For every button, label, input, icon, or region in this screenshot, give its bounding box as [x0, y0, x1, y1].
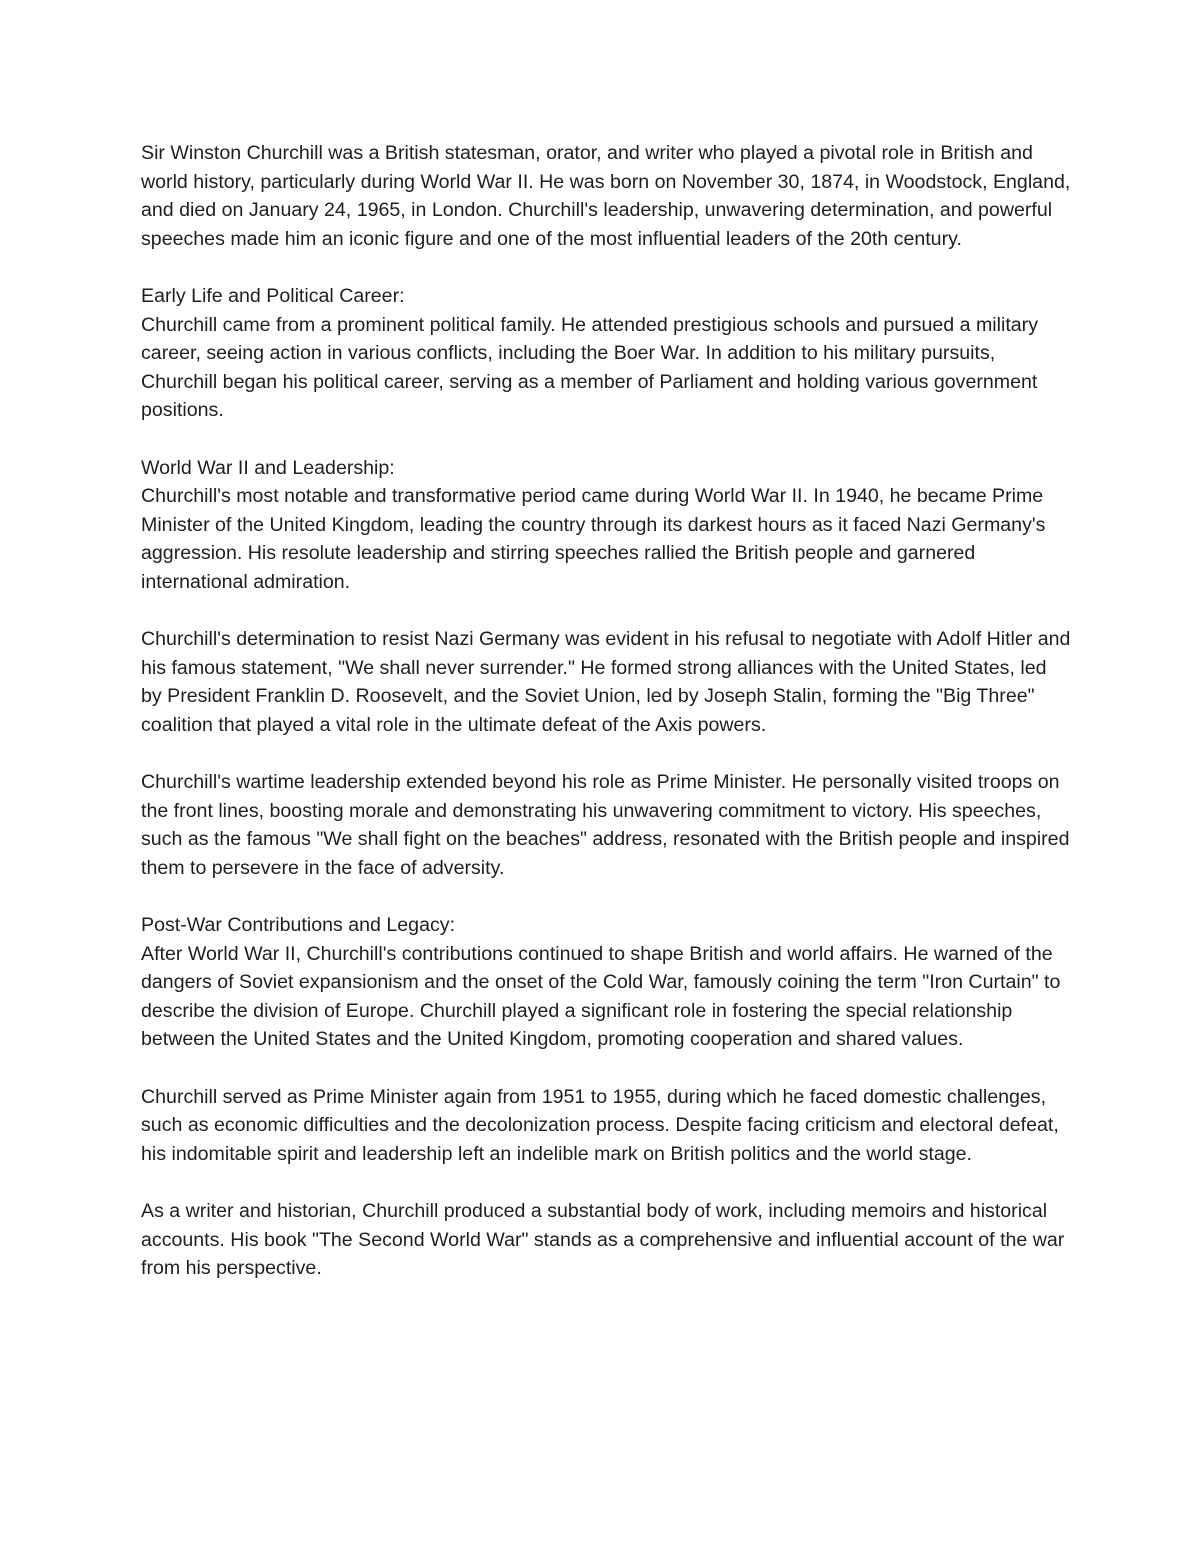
paragraph-block [141, 625, 1071, 739]
document-page [141, 139, 1071, 1311]
section-post-war [141, 911, 1071, 1054]
section-paragraph: Churchill came from a prominent political family. He attended prestigious schools and pursued a military career, seeing action in various conflicts, including the Boer War. In addition to his military pursuits, Churchill began his political career, serving as a member of Parliament and holding various government positions. [141, 313, 1039, 422]
section-paragraph: Churchill's wartime leadership extended beyond his role as Prime Minister. He personally visited troops on the front lines, boosting morale and demonstrating his unwavering commitment to victory. His speeches, such as the famous "We shall fight on the beaches" address, resonated with the British people and inspired them to persevere in the face of adversity. [141, 771, 1070, 879]
section-paragraph: Churchill served as Prime Minister again from 1951 to 1955, during which he faced domestic challenges, such as economic difficulties and the decolonization process. Despite facing criticism and electoral defeat, his indomitable spirit and leadership left an indelible mark on British politics and the world stage. [141, 1085, 1059, 1165]
section-early-life [141, 282, 1071, 425]
section-paragraph: As a writer and historian, Churchill produced a substantial body of work, including memoirs and historical accounts. His book "The Second World War" stands as a comprehensive and influential account of the war from his perspective. [141, 1199, 1065, 1280]
section-heading: Early Life and Political Career: [141, 284, 405, 307]
intro-block [141, 139, 1071, 253]
section-heading: Post-War Contributions and Legacy: [141, 914, 456, 937]
section-paragraph: After World War II, Churchill's contributions continued to shape British and world affairs. He warned of the dangers of Soviet expansionism and the onset of the Cold War, famously coining the term "Iron Curtain" to describe the division of Europe. Churchill played a significant role in fostering the special relationship between the United States and the United Kingdom, promoting cooperation and shared values. [141, 942, 1061, 1051]
section-paragraph: Churchill's determination to resist Nazi Germany was evident in his refusal to negotiate with Adolf Hitler and his famous statement, "We shall never surrender." He formed strong alliances with the United States, led by President Franklin D. Roosevelt, and the Soviet Union, led by Joseph Stalin, forming the "Big Three" coalition that played a vital role in the ultimate defeat of the Axis powers. [141, 628, 1071, 736]
paragraph-block [141, 1197, 1071, 1283]
section-paragraph: Churchill's most notable and transformative period came during World War II. In 1940, he became Prime Minister of the United Kingdom, leading the country through its darkest hours as it faced Nazi Germany's aggression. His resolute leadership and stirring speeches rallied the British people and garnered international admiration. [141, 485, 1046, 593]
paragraph-block [141, 768, 1071, 882]
intro-paragraph: Sir Winston Churchill was a British statesman, orator, and writer who played a pivotal role in British and world history, particularly during World War II. He was born on November 30, 1874, in Woodstock, England, and died on January 24, 1965, in London. Churchill's leadership, unwavering determination, and powerful speeches made him an iconic figure and one of the most influential leaders of the 20th century. [141, 142, 1071, 250]
section-heading: World War II and Leadership: [141, 456, 395, 479]
section-world-war-ii [141, 454, 1071, 597]
paragraph-block [141, 1083, 1071, 1169]
